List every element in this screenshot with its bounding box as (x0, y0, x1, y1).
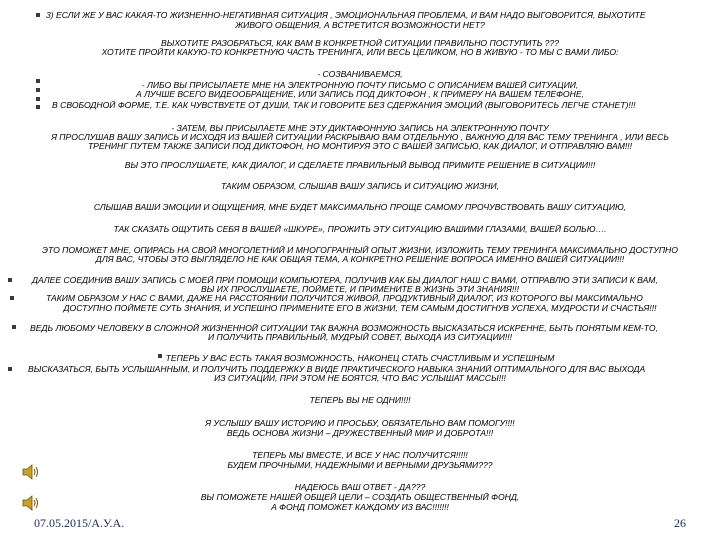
text-line: - СОЗВАНИВАЕМСЯ, (317, 69, 403, 79)
text-line: ДОСТУПНО ПОЙМЕТЕ СУТЬ ЗНАНИЯ, И УСПЕШНО ПРИМЕНИТЕ ЕГО В ЖИЗНИ, ТЕМ САМЫМ ДОСТИГНУВ УСПЕХА, МУДРОСТИ И СЧАСТЬЯ!!! (63, 303, 657, 313)
text-line: ТЕПЕРЬ МЫ ВМЕСТЕ, И ВСЕ У НАС ПОЛУЧИТСЯ!!!!! (252, 450, 468, 460)
speaker-icon[interactable] (22, 493, 40, 513)
bullet-marker (36, 13, 40, 17)
bullet-marker (8, 278, 12, 282)
text-line: ЭТО ПОМОЖЕТ МНЕ, ОПИРАСЬ НА СВОЙ МНОГОЛЕТНИЙ И МНОГОГРАННЫЙ ОПЫТ ЖИЗНИ, ИЗЛОЖИТЬ ТЕМУ ТРЕНИНГА МАКСИМАЛЬНО ДОСТУПНО (42, 245, 678, 255)
text-line: ВЫСКАЗАТЬСЯ, БЫТЬ УСЛЫШАННЫМ, И ПОЛУЧИТЬ ПОДДЕРЖКУ В ВИДЕ ПРАКТИЧЕСКОГО НАВЫКА ЗНАНИЙ ОПТИМАЛЬНОГО ДЛЯ ВАС ВЫХОДА (28, 364, 646, 374)
text-line: ИЗ СИТУАЦИИ, ПРИ ЭТОМ НЕ БОЯТСЯ, ЧТО ВАС УСЛЫШАТ МАССЫ!!! (214, 373, 506, 383)
text-line: ВЫХОТИТЕ РАЗОБРАТЬСЯ, КАК ВАМ В КОНКРЕТНОЙ СИТУАЦИИ ПРАВИЛЬНО ПОСТУПИТЬ ??? (160, 38, 560, 48)
bullet-marker (8, 367, 12, 371)
text-line: СЛЫШАВ ВАШИ ЭМОЦИИ И ОЩУЩЕНИЯ, МНЕ БУДЕТ МАКСИМАЛЬНО ПРОЩЕ САМОМУ ПРОЧУВСТВОВАТЬ ВАШУ СИТУАЦИЮ, (93, 202, 627, 212)
text-line: - ЗАТЕМ, ВЫ ПРИСЫЛАЕТЕ МНЕ ЭТУ ДИКТАФОННУЮ ЗАПИСЬ НА ЭЛЕКТРОННУЮ ПОЧТУ (171, 123, 549, 133)
speaker-icon[interactable] (22, 462, 40, 482)
text-line: ТЕПЕРЬ У ВАС ЕСТЬ ТАКАЯ ВОЗМОЖНОСТЬ, НАКОНЕЦ СТАТЬ СЧАСТЛИВЫМ И УСПЕШНЫМ (165, 353, 555, 363)
text-line: ВЫ ИХ ПРОСЛУШАЕТЕ, ПОЙМЕТЕ, И ПРИМЕНИТЕ В ЖИЗНЬ ЭТИ ЗНАНИЯ!!! (201, 284, 519, 294)
text-line: ДЛЯ ВАС, ЧТОБЫ ЭТО ВЫГЛЯДЕЛО НЕ КАК ОБЩАЯ ТЕМА, А КОНКРЕТНО РЕШЕНИЕ ВОПРОСА ИМЕННО ВАШЕЙ СИТУАЦИИ!!! (95, 254, 625, 264)
text-line: - ЛИБО ВЫ ПРИСЫЛАЕТЕ МНЕ НА ЭЛЕКТРОННУЮ ПОЧТУ ПИСЬМО С ОПИСАНИЕМ ВАШЕЙ СИТУАЦИИ, (141, 80, 579, 90)
text-line: ВЕДЬ ОСНОВА ЖИЗНИ – ДРУЖЕСТВЕННЫЙ МИР И ДОБРОТА!!! (226, 428, 494, 438)
text-line: ТРЕНИНГ ПУТЕМ ТАКЖЕ ЗАПИСИ ПОД ДИКТОФОН, НО МОНТИРУЯ ЭТО С ВАШЕЙ ЗАПИСЬЮ, КАК ДИАЛОГ, И ОТПРАВЛЯЮ ВАМ!!! (87, 141, 633, 151)
text-line: ДАЛЕЕ СОЕДИНИВ ВАШУ ЗАПИСЬ С МОЕЙ ПРИ ПОМОЩИ КОМПЬЮТЕРА, ПОЛУЧИВ КАК БЫ ДИАЛОГ НАШ С ВАМИ, ОТПРАВЛЮ ЭТИ ЗАПИСИ К ВАМ, (32, 275, 658, 285)
bullet-marker (36, 105, 40, 109)
text-line: ТАК СКАЗАТЬ ОЩУТИТЬ СЕБЯ В ВАШЕЙ «ШКУРЕ», ПРОЖИТЬ ЭТУ СИТУАЦИЮ ВАШИМИ ГЛАЗАМИ, ВАШЕЙ БОЛЬЮ…. (113, 224, 607, 234)
text-line: В СВОБОДНОЙ ФОРМЕ, Т.Е. КАК ЧУВСТВУЕТЕ ОТ ДУШИ, ТАК И ГОВОРИТЕ БЕЗ СДЕРЖАНИЯ ЭМОЦИЙ (ВЫГОВОРИТЕСЬ ЛЕГЧЕ СТАНЕТ)!!! (52, 100, 636, 110)
text-line: А ФОНД ПОМОЖЕТ КАЖДОМУ ИЗ ВАС!!!!!!! (271, 502, 449, 512)
text-line: 3) ЕСЛИ ЖЕ У ВАС КАКАЯ-ТО ЖИЗНЕННО-НЕГАТИВНАЯ СИТУАЦИЯ , ЭМОЦИОНАЛЬНАЯ ПРОБЛЕМА, И ВАМ НАДО ВЫГОВОРИТСЯ, ВЫХОТИТЕ (46, 10, 646, 20)
text-line: А ЛУЧШЕ ВСЕГО ВИДЕООБРАЩЕНИЕ, ИЛИ ЗАПИСЬ ПОД ДИКТОФОН , К ПРИМЕРУ НА ВАШЕМ ТЕЛЕФОНЕ, (136, 89, 584, 99)
text-line: НАДЕЮСЬ ВАШ ОТВЕТ - ДА??? (294, 482, 426, 492)
text-line: Я УСЛЫШУ ВАШУ ИСТОРИЮ И ПРОСЬБУ, ОБЯЗАТЕЛЬНО ВАМ ПОМОГУ!!!! (205, 418, 515, 428)
text-line: Я ПРОСЛУШАВ ВАШУ ЗАПИСЬ И ИСХОДЯ ИЗ ВАШЕЙ СИТУАЦИИ РАСКРЫВАЮ ВАМ ОТДЕЛЬНУЮ , ВАЖНУЮ ДЛЯ ВАС ТЕМУ ТРЕНИНГА , ИЛИ ВЕСЬ (51, 132, 669, 142)
text-line: ВЕДЬ ЛЮБОМУ ЧЕЛОВЕКУ В СЛОЖНОЙ ЖИЗНЕННОЙ СИТУАЦИИ ТАК ВАЖНА ВОЗМОЖНОСТЬ ВЫСКАЗАТЬСЯ ИСКРЕННЕ, БЫТЬ ПОНЯТЫМ КЕМ-ТО, (30, 323, 658, 333)
text-line: ВЫ ПОМОЖЕТЕ НАШЕЙ ОБЩЕЙ ЦЕЛИ – СОЗДАТЬ ОБЩЕСТВЕННЫЙ ФОНД, (200, 492, 520, 502)
bullet-marker (12, 325, 16, 329)
text-line: И ПОЛУЧИТЬ ПРАВИЛЬНЫЙ, МУДРЫЙ СОВЕТ, ВЫХОДА ИЗ СИТУАЦИИ!!! (207, 332, 513, 342)
text-line: ВЫ ЭТО ПРОСЛУШАЕТЕ, КАК ДИАЛОГ, И СДЕЛАЕТЕ ПРАВИЛЬНЫЙ ВЫВОД ПРИМИТЕ РЕШЕНИЕ В СИТУАЦИИ!!! (124, 160, 596, 170)
text-line: ХОТИТЕ ПРОЙТИ КАКУЮ-ТО КОНКРЕТНУЮ ЧАСТЬ ТРЕНИНГА, ИЛИ ВЕСЬ ЦЕЛИКОМ, НО В ЖИВУЮ - ТО МЫ С ВАМИ ЛИБО: (101, 47, 619, 57)
text-line: ТАКИМ ОБРАЗОМ У НАС С ВАМИ, ДАЖЕ НА РАССТОЯНИИ ПОЛУЧИТСЯ ЖИВОЙ, ПРОДУКТИВНЫЙ ДИАЛОГ, ИЗ КОТОРОГО ВЫ МАКСИМАЛЬНО (46, 293, 643, 303)
text-line: БУДЕМ ПРОЧНЫМИ, НАДЕЖНЫМИ И ВЕРНЫМИ ДРУЗЬЯМИ??? (227, 460, 493, 470)
footer-date: 07.05.2015/А.У.А. (34, 516, 125, 530)
page-number: 26 (674, 516, 686, 530)
text-line: ТАКИМ ОБРАЗОМ, СЛЫШАВ ВАШУ ЗАПИСЬ И СИТУАЦИЮ ЖИЗНИ, (220, 181, 500, 191)
text-line: ТЕПЕРЬ ВЫ НЕ ОДНИ!!!! (309, 395, 411, 405)
text-line: ЖИВОГО ОБЩЕНИЯ, А ВСТРЕТИТСЯ ВОЗМОЖНОСТИ НЕТ? (235, 20, 485, 30)
bullet-marker (10, 296, 14, 300)
